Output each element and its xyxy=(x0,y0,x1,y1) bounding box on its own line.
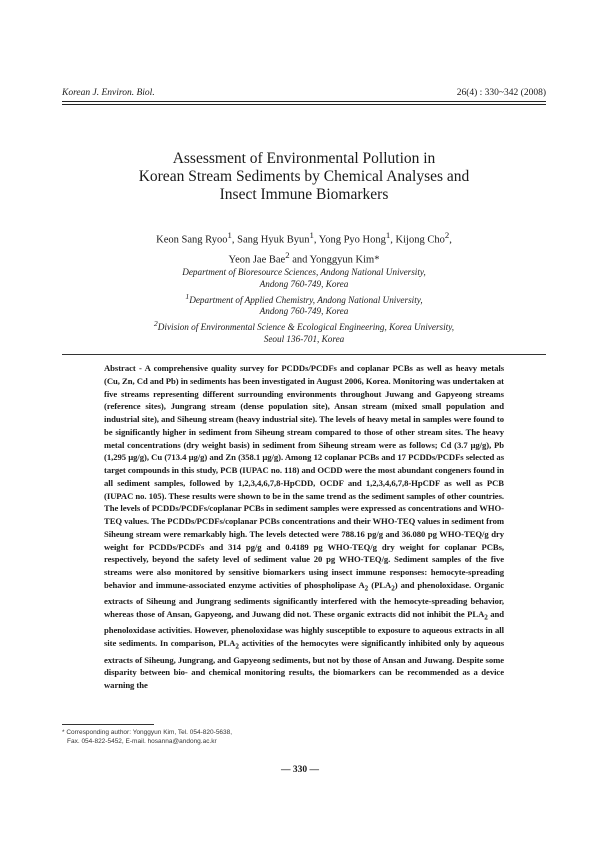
affiliation-mark: 1 xyxy=(227,230,232,240)
footnote-rule xyxy=(62,724,154,725)
author: Keon Sang Ryoo xyxy=(156,234,228,246)
affiliation-text: Department of Applied Chemistry, Andong National University, xyxy=(189,294,423,305)
header-rule-thin xyxy=(62,104,546,105)
affiliation-mark: 1 xyxy=(309,230,314,240)
affiliation-text: Division of Environmental Science & Ecological Engineering, Korea University, xyxy=(157,322,455,333)
abstract-text: and phenoloxidase activities. However, phenoloxidase was highly susceptible to exposure to aqueous extracts in all site sediments. In comparison, PLA xyxy=(104,608,504,649)
abstract-text: Abstract - A comprehensive quality survey for PCDDs/PCDFs and coplanar PCBs as well as heavy metals (Cu, Zn, Cd and Pb) in sediments has been investigated in August 2006, Korea. Monitoring was undertaken at five streams representing different surrounding environments throughout Juwang and Gapyeong streams (reference sites), Jungrang stream (dense population site), Ansan stream (mixed small population and industrial site), and Siheung stream (heavy industrial site). The levels of heavy metal in samples were found to be significantly higher in sediment from Siheung stream compared to those of other stream sites. The heavy metal concentrations (dry weight basis) in sediment from Siheung stream were as follows; Cd (3.7 µg/g), Pb (1,295 µg/g), Cu (713.4 µg/g) and Zn (358.1 µg/g). Among 12 coplanar PCBs and 17 PCDDs/PCDFs selected as target compounds in this study, PCB (IUPAC no. 118) and OCDD were the most abundant congeners found in all sediment samples, followed by 1,2,3,4,6,7,8-HpCDD, OCDF and 1,2,3,4,6,7,8-HpCDF as well as PCB (IUPAC no. 105). These results were shown to be in the same trend as the sediment samples of other countries. The levels of PCDDs/PCDFs/coplanar PCBs in sediment samples were expressed as concentrations and WHO-TEQ values. The PCDDs/PCDFs/coplanar PCBs concentrations and their WHO-TEQ values in sediment from Siheung stream were remarkably high. The levels detected were 788.16 pg/g and 36.080 pg WHO-TEQ/g dry weight for PCDDs/PCDFs and 314 pg/g and 0.4189 pg WHO-TEQ/g dry weight for coplanar PCBs, respectively, beyond the safety level of sediment value 20 pg WHO-TEQ/g. Sediment samples of the five streams were also monitored by sensitive biomarkers using insect immune responses: hemocyte-spreading behavior and immune-associated enzyme activities of phospholipase A xyxy=(104,363,504,590)
affiliation-line: Department of Bioresource Sciences, Andong National University, xyxy=(182,267,426,277)
running-header xyxy=(62,88,546,98)
author: Yeon Jae Bae xyxy=(228,254,286,265)
author-line xyxy=(62,248,546,268)
subscript: 2 xyxy=(484,613,488,622)
abstract-text: ) and phenoloxidase. Organic extracts of Siheung and Jungrang sediments significantly interfered with the hemocyte-spreading behavior, whereas those of Ansan, Gapyeong, and Juwang did not. These organic extracts did not inhibit the PLA xyxy=(104,579,504,619)
author: , Yong Pyo Hong xyxy=(313,234,386,246)
affiliation-mark: 1 xyxy=(185,291,190,301)
footnote-line: Fax. 054-822-5452, E-mail. hosanna@andong.ac.kr xyxy=(67,738,217,745)
affiliation-line: Seoul 136-701, Korea xyxy=(263,334,345,345)
affiliation-mark: 2 xyxy=(444,230,450,240)
author: , Kijong Cho xyxy=(390,234,445,246)
citation-info: 26(4) : 330~342 (2008) xyxy=(456,88,546,98)
affiliation-mark: 1 xyxy=(385,230,391,240)
affiliation-mark: 2 xyxy=(153,319,158,329)
title-line: Korean Stream Sediments by Chemical Analyses and xyxy=(138,168,470,185)
footnote-line: * Corresponding author: Yonggyun Kim, Tel. 054-820-5638, xyxy=(62,729,233,736)
header-rule xyxy=(62,101,546,102)
page-number: — 330 — xyxy=(281,765,319,775)
affiliation-mark: 2 xyxy=(285,249,290,260)
subscript: 2 xyxy=(235,642,239,651)
affiliation-line xyxy=(62,318,546,334)
affiliations xyxy=(62,267,546,346)
affiliation-line xyxy=(62,291,546,307)
affiliation-line: Andong 760-749, Korea xyxy=(259,306,349,317)
corresponding-author-footnote xyxy=(62,728,362,746)
abstract xyxy=(104,362,504,692)
author: , Sang Hyuk Byun xyxy=(231,234,310,246)
abstract-rule xyxy=(62,354,546,355)
abstract-text: activities of the hemocytes were significantly inhibited only by aqueous extracts of Siheung, Jungrang, and Gapyeong sediments, but not by those of Ansan and Juwang. Despite some disparity between bio- and chemical monitoring results, the biomarkers can be recommended as a device warning the xyxy=(104,638,504,691)
subscript: 2 xyxy=(391,584,395,593)
author: and Yonggyun Kim* xyxy=(289,254,380,265)
title-line: Assessment of Environmental Pollution in xyxy=(172,150,436,167)
author-separator: , xyxy=(449,234,452,246)
subscript: 2 xyxy=(364,584,369,593)
author-line xyxy=(62,228,546,248)
journal-name: Korean J. Environ. Biol. xyxy=(62,88,155,98)
affiliation-line: Andong 760-749, Korea xyxy=(259,278,349,289)
abstract-text: (PLA xyxy=(368,579,392,590)
title-line: Insect Immune Biomarkers xyxy=(219,186,389,203)
paper-title xyxy=(62,150,546,204)
author-list xyxy=(62,228,546,267)
